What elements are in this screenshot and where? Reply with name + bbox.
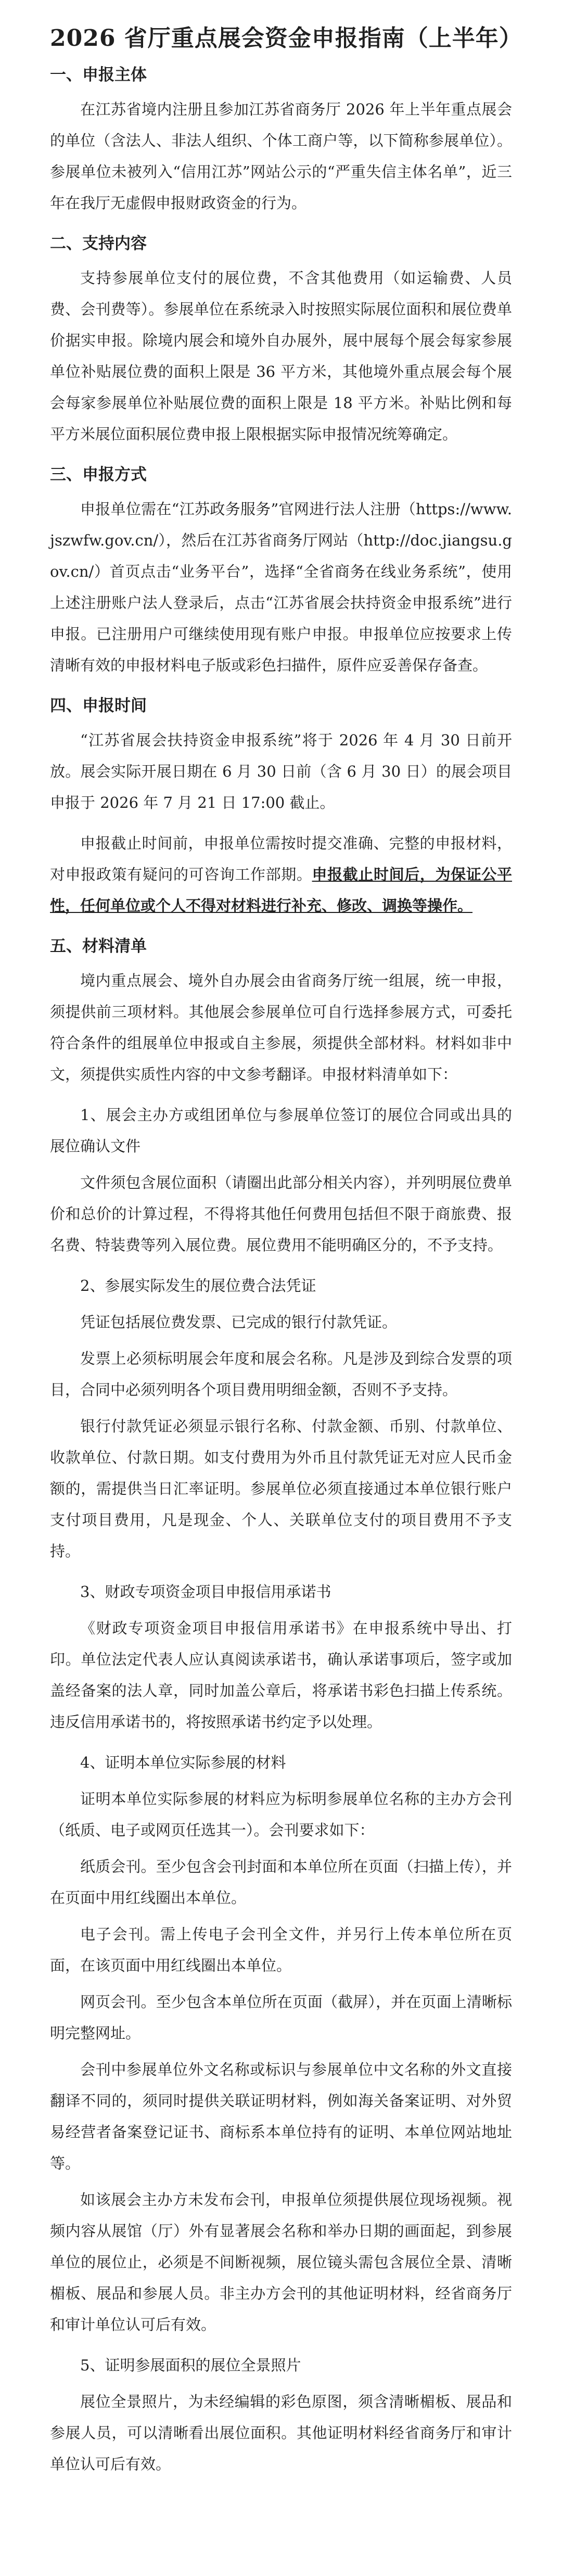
material-item-4-desc-3: 电子会刊。需上传电子会刊全文件，并另行上传本单位所在页面，在该页面中用红线圈出本单位。 — [50, 1925, 512, 1974]
material-item-4-desc-6: 如该展会主办方未发布会刊，申报单位须提供展位现场视频。视频内容从展馆（厅）外有显著展会名称和举办日期的画面起，到参展单位的展位止，必须是不间断视频，展位镜头需包含展位全景、清晰楣板、展品和参展人员。非主办方会刊的其他证明材料，经省商务厅和审计单位认可后有效。 — [50, 2191, 512, 2333]
deadline-warning-underlined: 申报截止时间后，为保证公平性，任何单位或个人不得对材料进行补充、修改、调换等操作。 — [50, 866, 512, 915]
section-heading-applicant: 一、申报主体 — [50, 66, 147, 84]
material-item-1-desc: 文件须包含展位面积（请圈出此部分相关内容），并列明展位费单价和总价的计算过程，不得将其他任何费用包括但不限于商旅费、报名费、特装费等列入展位费。展位费用不能明确区分的，不予支持。 — [50, 1174, 512, 1254]
material-item-3-desc: 《财政专项资金项目申报信用承诺书》在申报系统中导出、打印。单位法定代表人应认真阅读承诺书，确认承诺事项后，签字或加盖经备案的法人章，同时加盖公章后，将承诺书彩色扫描上传系统。违反信用承诺书的，将按照承诺书约定予以处理。 — [50, 1619, 512, 1731]
material-item-5: 5、证明参展面积的展位全景照片 — [80, 2356, 301, 2374]
material-item-4-desc-4: 网页会刊。至少包含本单位所在页面（截屏），并在页面上清晰标明完整网址。 — [50, 1993, 512, 2042]
material-item-5-desc: 展位全景照片，为未经编辑的彩色原图，须含清晰楣板、展品和参展人员，可以清晰看出展位面积。其他证明材料经省商务厅和审计单位认可后有效。 — [50, 2393, 512, 2473]
paragraph-materials-intro: 境内重点展会、境外自办展会由省商务厅统一组展，统一申报，须提供前三项材料。其他展会参展单位可自行选择参展方式，可委托符合条件的组展单位申报或自主参展，须提供全部材料。材料如非中文，须提供实质性内容的中文参考翻译。申报材料清单如下： — [50, 972, 512, 1083]
material-item-4-desc-1: 证明本单位实际参展的材料应为标明参展单位名称的主办方会刊（纸质、电子或网页任选其一）。会刊要求如下： — [50, 1790, 512, 1839]
paragraph-time-deadline — [50, 828, 512, 921]
deadline-text: 申报截止时间前，申报单位需按时提交准确、完整的申报材料，对申报政策有疑问的可咨询工作部期。 — [50, 834, 512, 883]
paragraph-time-open: “江苏省展会扶持资金申报系统”将于 2026 年 4 月 30 日前开放。展会实际开展日期在 6 月 30 日前（含 6 月 30 日）的展会项目申报于 2026 年 7 月 21 日 17:00 截止。 — [50, 731, 512, 811]
paragraph-method: 申报单位需在“江苏政务服务”官网进行法人注册（https://www.jszwfw.gov.cn/），然后在江苏省商务厅网站（http://doc.jiangsu.gov.cn/）首页点击“业务平台”，选择“全省商务在线业务系统”，使用上述注册账户法人登录后，点击“江苏省展会扶持资金申报系统”进行申报。已注册用户可继续使用现有账户申报。申报单位应按要求上传清晰有效的申报材料电子版或彩色扫描件，原件应妥善保存备查。 — [50, 500, 512, 674]
material-item-2-desc-1: 凭证包括展位费发票、已完成的银行付款凭证。 — [80, 1313, 398, 1331]
section-heading-support: 二、支持内容 — [50, 234, 147, 253]
material-item-2-desc-3: 银行付款凭证必须显示银行名称、付款金额、币别、付款单位、收款单位、付款日期。如支付费用为外币且付款凭证无对应人民币金额的，需提供当日汇率证明。参展单位必须直接通过本单位银行账户支付项目费用，凡是现金、个人、关联单位支付的项目费用不予支持。 — [50, 1417, 512, 1560]
material-item-1: 1、展会主办方或组团单位与参展单位签订的展位合同或出具的展位确认文件 — [50, 1106, 512, 1155]
material-item-4-desc-5: 会刊中参展单位外文名称或标识与参展单位中文名称的外文直接翻译不同的，须同时提供关联证明材料，例如海关备案证明、对外贸易经营者备案登记证书、商标系本单位持有的证明、本单位网站地址等。 — [50, 2061, 512, 2172]
section-heading-materials: 五、材料清单 — [50, 937, 147, 956]
material-item-4-desc-2: 纸质会刊。至少包含会刊封面和本单位所在页面（扫描上传），并在页面中用红线圈出本单位。 — [50, 1858, 512, 1907]
paragraph-support: 支持参展单位支付的展位费，不含其他费用（如运输费、人员费、会刊费等）。参展单位在系统录入时按照实际展位面积和展位费单价据实申报。除境内展会和境外自办展外，展中展每个展会每家参展单位补贴展位费的面积上限是 36 平方米，其他境外重点展会每个展会每家参展单位补贴展位费的面积上限是 18 平方米。补贴比例和每平方米展位面积展位费申报上限根据实际申报情况统筹确定。 — [50, 269, 512, 443]
material-item-2: 2、参展实际发生的展位费合法凭证 — [80, 1277, 316, 1295]
material-item-3: 3、财政专项资金项目申报信用承诺书 — [80, 1583, 331, 1601]
section-heading-time: 四、申报时间 — [50, 696, 147, 715]
material-item-2-desc-2: 发票上必须标明展会年度和展会名称。凡是涉及到综合发票的项目，合同中必须列明各个项目费用明细金额，否则不予支持。 — [50, 1350, 512, 1399]
section-heading-method: 三、申报方式 — [50, 465, 147, 484]
paragraph-applicant: 在江苏省境内注册且参加江苏省商务厅 2026 年上半年重点展会的单位（含法人、非法人组织、个体工商户等，以下简称参展单位）。参展单位未被列入“信用江苏”网站公示的“严重失信主体名单”，近三年在我厅无虚假申报财政资金的行为。 — [50, 100, 512, 212]
material-item-4: 4、证明本单位实际参展的材料 — [80, 1754, 286, 1771]
document-title: 2026 省厅重点展会资金申报指南（上半年） — [50, 25, 522, 52]
